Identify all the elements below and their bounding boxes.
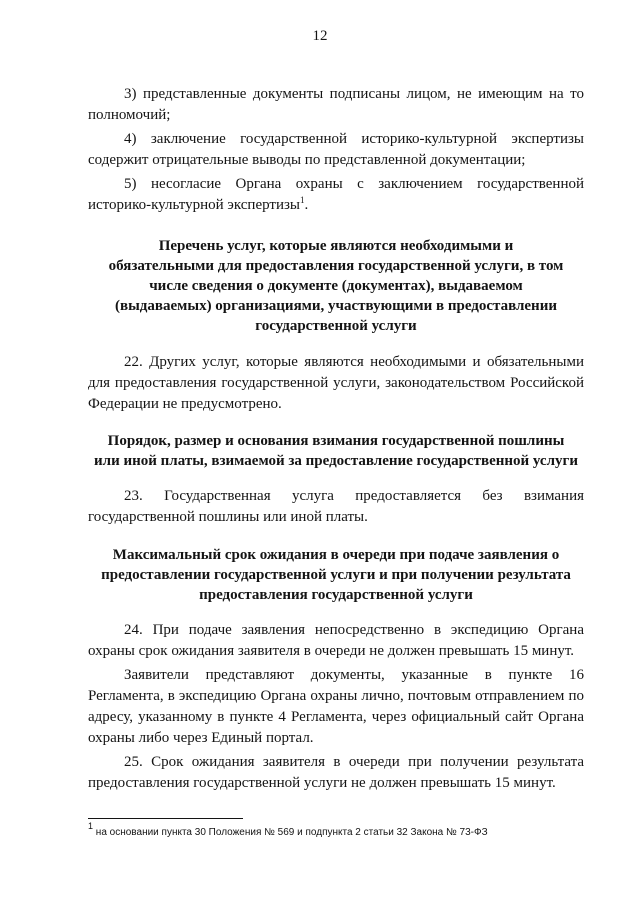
heading-line: обязательными для предоставления государственной услуги, в том — [108, 258, 564, 274]
heading-line: государственной услуги — [255, 318, 417, 334]
heading-line: Порядок, размер и основания взимания государственной пошлины — [107, 433, 565, 449]
heading-line: числе сведения о документе (документах), выдаваемом — [149, 278, 523, 294]
footnote-reference: 1 — [300, 195, 305, 205]
footnote — [88, 821, 588, 840]
list-item-5 — [88, 174, 584, 216]
paragraph-25: 25. Срок ожидания заявителя в очереди при получении результата предоставления государственной услуги не должен превышать 15 минут. — [88, 754, 584, 791]
page-body — [88, 84, 584, 797]
section-heading-fee — [88, 431, 584, 471]
page-number: 12 — [312, 28, 328, 44]
list-item-5-text: 5) несогласие Органа охраны с заключением государственной историко-культурной экспертизы — [88, 176, 584, 213]
heading-line: Перечень услуг, которые являются необходимыми и — [158, 238, 514, 254]
paragraph-24-applicants: Заявители представляют документы, указанные в пункте 16 Регламента, в экспедицию Органа охраны лично, почтовым отправлением по адресу, указанному в пункте 4 Регламента, через официальный сайт Органа охраны либо через Единый портал. — [88, 667, 584, 746]
paragraph-24: 24. При подаче заявления непосредственно в экспедицию Органа охраны срок ожидания заявителя в очереди не должен превышать 15 минут. — [88, 622, 584, 659]
paragraph-22: 22. Других услуг, которые являются необходимыми и обязательными для предоставления государственной услуги, законодательством Российской Федерации не предусмотрено. — [88, 354, 584, 412]
footnote-marker: 1 — [88, 821, 94, 831]
heading-line: или иной платы, взимаемой за предоставление государственной услуги — [94, 453, 578, 469]
heading-line: предоставлении государственной услуги и при получении результата — [101, 567, 571, 583]
heading-line: (выдаваемых) организациями, участвующими в предоставлении — [114, 298, 557, 314]
paragraph-23: 23. Государственная услуга предоставляется без взимания государственной пошлины или иной платы. — [88, 488, 584, 525]
footnote-divider — [88, 818, 243, 819]
footnote-text: на основании пункта 30 Положения № 569 и подпункта 2 статьи 32 Закона № 73-ФЗ — [93, 827, 488, 838]
section-heading-waiting-time — [88, 545, 584, 605]
list-item-5-end: . — [304, 197, 309, 213]
list-item-3: 3) представленные документы подписаны лицом, не имеющим на то полномочий; — [88, 86, 584, 123]
list-item-4: 4) заключение государственной историко-культурной экспертизы содержит отрицательные выводы по представленной документации; — [88, 131, 584, 168]
heading-line: предоставления государственной услуги — [199, 587, 473, 603]
section-heading-services — [88, 236, 584, 336]
heading-line: Максимальный срок ожидания в очереди при подаче заявления о — [112, 547, 560, 563]
